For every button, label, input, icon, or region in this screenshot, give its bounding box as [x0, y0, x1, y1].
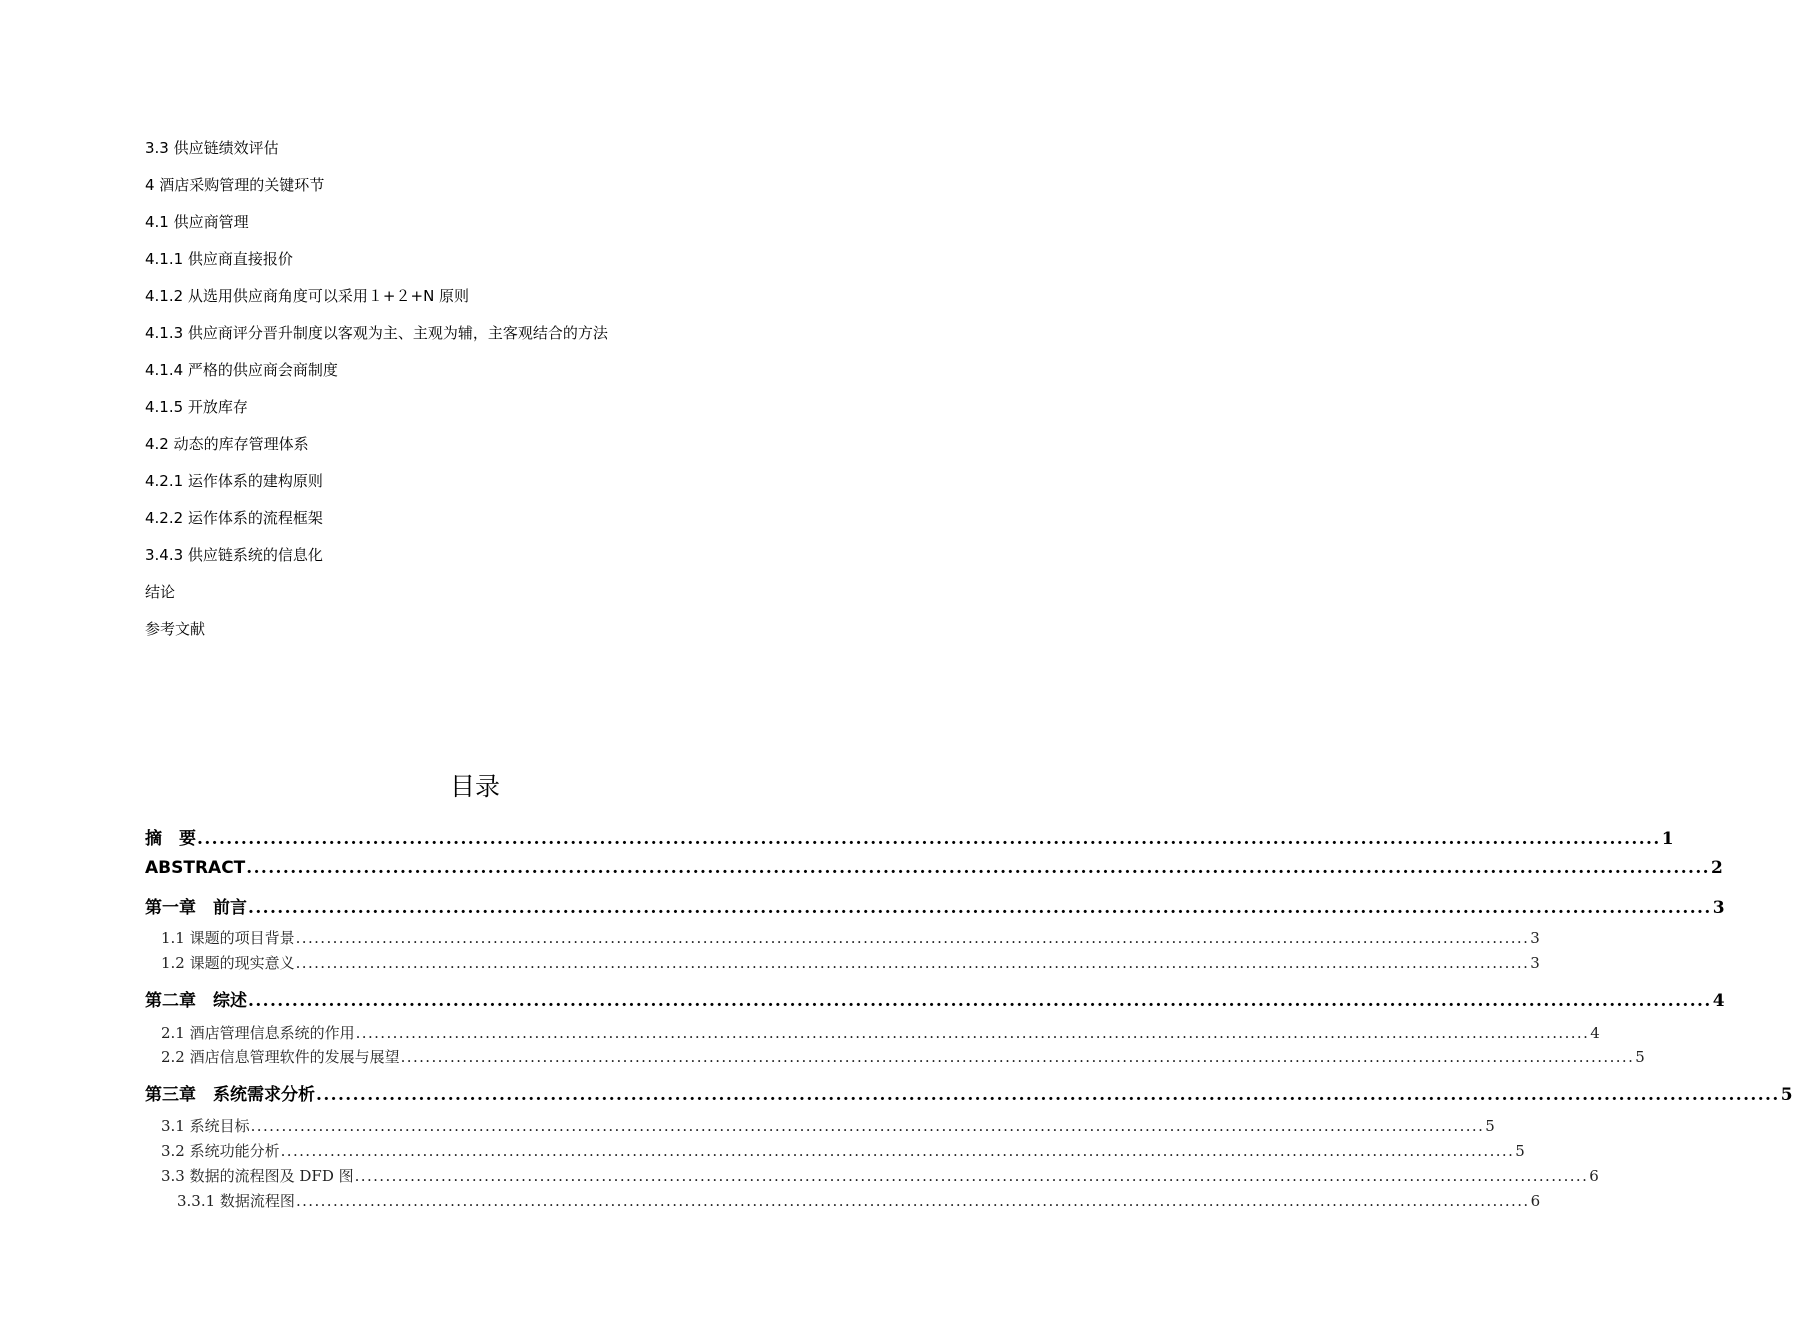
toc-entry[interactable]	[161, 1046, 1645, 1067]
outline-item: 4.2.2 运作体系的流程框架	[145, 509, 323, 527]
outline-item: 4.1 供应商管理	[145, 213, 249, 231]
toc-entry-page: 5	[1635, 1048, 1645, 1066]
toc-leader-dots: ........................................................................................................................................................................................................	[400, 1048, 1635, 1066]
toc-entry-page: 6	[1530, 1192, 1541, 1210]
outline-item: 4.2 动态的库存管理体系	[145, 435, 309, 453]
toc-entry-page: 5	[1485, 1117, 1495, 1135]
toc-entry-page: 3	[1712, 898, 1725, 918]
outline-item: 参考文献	[145, 620, 206, 638]
outline-item: 4 酒店采购管理的关键环节	[145, 176, 325, 194]
toc-entry[interactable]	[145, 1080, 1793, 1105]
toc-entry-page: 1	[1661, 829, 1674, 849]
toc-entry[interactable]	[161, 927, 1540, 948]
toc-entry[interactable]	[177, 1190, 1541, 1211]
toc-entry-page: 6	[1589, 1167, 1599, 1185]
toc-entry-title: 2.1 酒店管理信息系统的作用	[161, 1024, 355, 1042]
toc-entry-title: 3.3.1 数据流程图	[177, 1192, 295, 1210]
outline-item: 4.2.1 运作体系的建构原则	[145, 472, 323, 490]
toc-leader-dots: ........................................................................................................................................................................................................	[295, 954, 1530, 972]
outline-item: 3.4.3 供应链系统的信息化	[145, 546, 323, 564]
toc-entry[interactable]	[145, 824, 1674, 849]
toc-entry[interactable]	[161, 1115, 1495, 1136]
toc-entry[interactable]	[161, 952, 1540, 973]
toc-entry-title: 3.1 系统目标	[161, 1117, 250, 1135]
toc-leader-dots: ........................................................................................................................................................................................................	[280, 1142, 1515, 1160]
toc-leader-dots: ........................................................................................................................................................................................................	[316, 1085, 1780, 1105]
toc-leader-dots: ........................................................................................................................................................................................................	[295, 1192, 1530, 1210]
outline-item: 4.1.1 供应商直接报价	[145, 250, 293, 268]
toc-leader-dots: ........................................................................................................................................................................................................	[248, 898, 1712, 918]
toc-entry-title: ABSTRACT	[145, 858, 246, 878]
toc-leader-dots: ........................................................................................................................................................................................................	[197, 829, 1661, 849]
toc-entry-title: 第二章 综述	[145, 991, 247, 1011]
toc-leader-dots: ........................................................................................................................................................................................................	[295, 929, 1530, 947]
toc-leader-dots: ........................................................................................................................................................................................................	[248, 991, 1712, 1011]
toc-entry[interactable]	[161, 1022, 1600, 1043]
toc-entry-page: 5	[1515, 1142, 1525, 1160]
toc-leader-dots: ........................................................................................................................................................................................................	[250, 1117, 1485, 1135]
toc-entry-title: 1.2 课题的现实意义	[161, 954, 295, 972]
toc-entry[interactable]	[161, 1140, 1525, 1161]
toc-entry[interactable]	[145, 986, 1725, 1011]
toc-leader-dots: ........................................................................................................................................................................................................	[355, 1024, 1590, 1042]
toc-leader-dots: ........................................................................................................................................................................................................	[246, 858, 1710, 878]
toc-entry-page: 4	[1712, 991, 1725, 1011]
toc-entry-page: 2	[1710, 858, 1723, 878]
toc-entry-page: 3	[1530, 954, 1540, 972]
toc-entry[interactable]	[161, 1165, 1599, 1186]
outline-item: 4.1.2 从选用供应商角度可以采用１+２+N 原则	[145, 287, 470, 305]
toc-leader-dots: ........................................................................................................................................................................................................	[354, 1167, 1589, 1185]
toc-entry[interactable]	[145, 893, 1725, 918]
toc-entry-page: 3	[1530, 929, 1540, 947]
toc-entry-title: 第一章 前言	[145, 898, 247, 918]
outline-list	[145, 138, 845, 656]
outline-item: 4.1.3 供应商评分晋升制度以客观为主、主观为辅，主客观结合的方法	[145, 324, 608, 342]
outline-item: 4.1.5 开放库存	[145, 398, 248, 416]
outline-item: 3.3 供应链绩效评估	[145, 139, 279, 157]
toc-entry-page: 5	[1780, 1085, 1793, 1105]
toc-entry-title: 1.1 课题的项目背景	[161, 929, 295, 947]
toc-entry[interactable]	[145, 858, 1723, 878]
toc-title: 目录	[449, 772, 500, 801]
toc-entry-title: 2.2 酒店信息管理软件的发展与展望	[161, 1048, 400, 1066]
toc-entry-title: 3.2 系统功能分析	[161, 1142, 280, 1160]
outline-item: 结论	[145, 583, 176, 601]
toc-entry-title: 3.3 数据的流程图及 DFD 图	[161, 1167, 354, 1185]
outline-item: 4.1.4 严格的供应商会商制度	[145, 361, 338, 379]
toc-entry-title: 摘 要	[145, 829, 196, 849]
toc-entry-page: 4	[1590, 1024, 1600, 1042]
toc-entry-title: 第三章 系统需求分析	[145, 1085, 315, 1105]
